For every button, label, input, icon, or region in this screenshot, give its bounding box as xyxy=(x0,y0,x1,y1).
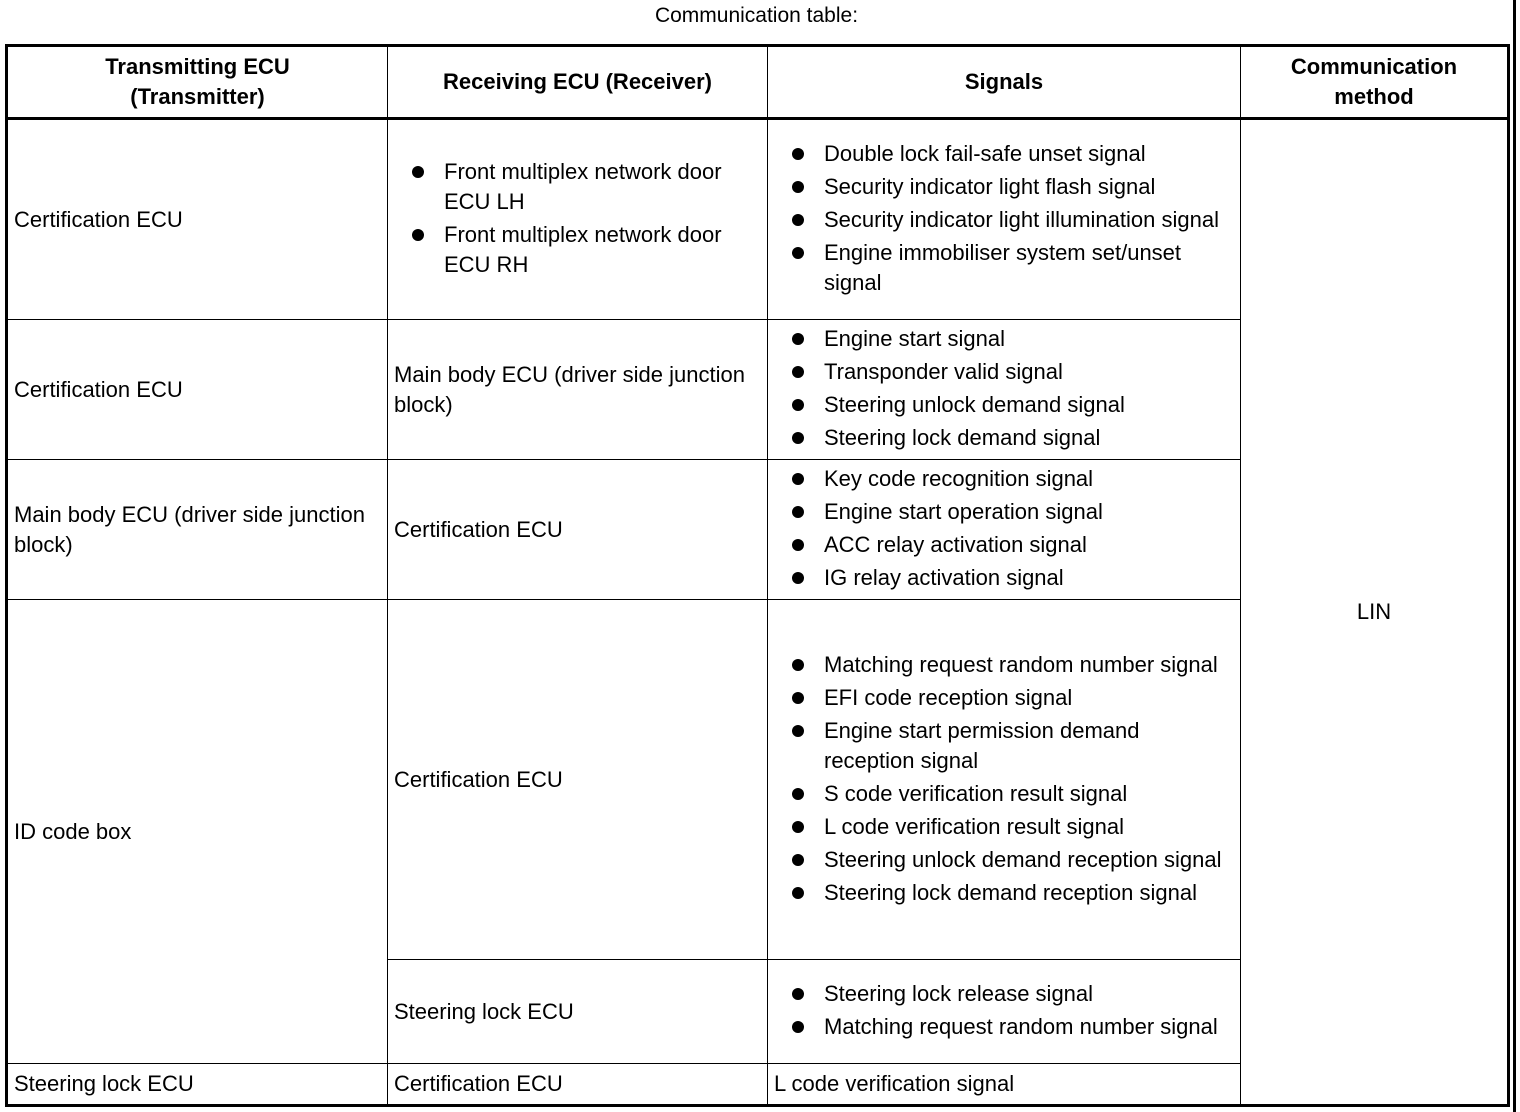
signals-cell: L code verification signal xyxy=(768,1064,1241,1106)
list-item: Steering unlock demand signal xyxy=(774,390,1234,420)
list-item: Double lock fail-safe unset signal xyxy=(774,139,1234,169)
receiver-cell xyxy=(388,119,768,320)
header-method: Communication method xyxy=(1241,46,1509,119)
signal-list xyxy=(774,464,1234,593)
table-row xyxy=(7,119,1509,320)
list-item: Transponder valid signal xyxy=(774,357,1234,387)
receiver-cell: Main body ECU (driver side junction block) xyxy=(388,320,768,460)
signals-cell xyxy=(768,119,1241,320)
communication-table xyxy=(5,44,1510,1107)
method-cell: LIN xyxy=(1241,119,1509,1106)
list-item: Security indicator light illumination signal xyxy=(774,205,1234,235)
list-item: L code verification result signal xyxy=(774,812,1234,842)
transmitter-cell: Certification ECU xyxy=(7,119,388,320)
list-item: Engine start permission demand reception signal xyxy=(774,716,1234,776)
header-receiver: Receiving ECU (Receiver) xyxy=(388,46,768,119)
list-item: Front multiplex network door ECU LH xyxy=(394,157,761,217)
transmitter-cell: Steering lock ECU xyxy=(7,1064,388,1106)
receiver-cell: Steering lock ECU xyxy=(388,960,768,1064)
signal-list xyxy=(774,139,1234,298)
transmitter-cell: ID code box xyxy=(7,600,388,1064)
list-item: Steering unlock demand reception signal xyxy=(774,845,1234,875)
list-item: IG relay activation signal xyxy=(774,563,1234,593)
signals-cell xyxy=(768,960,1241,1064)
table-caption: Communication table: xyxy=(654,4,859,27)
transmitter-cell: Certification ECU xyxy=(7,320,388,460)
list-item: S code verification result signal xyxy=(774,779,1234,809)
list-item: Engine immobiliser system set/unset signal xyxy=(774,238,1234,298)
list-item: EFI code reception signal xyxy=(774,683,1234,713)
signal-list xyxy=(774,979,1234,1042)
signal-list xyxy=(774,650,1234,908)
list-item: Steering lock demand reception signal xyxy=(774,878,1234,908)
list-item: ACC relay activation signal xyxy=(774,530,1234,560)
receiver-cell: Certification ECU xyxy=(388,460,768,600)
signals-cell xyxy=(768,600,1241,960)
receiver-cell: Certification ECU xyxy=(388,1064,768,1106)
list-item: Key code recognition signal xyxy=(774,464,1234,494)
signal-list xyxy=(774,324,1234,453)
header-transmitter: Transmitting ECU (Transmitter) xyxy=(7,46,388,119)
list-item: Matching request random number signal xyxy=(774,1012,1234,1042)
list-item: Security indicator light flash signal xyxy=(774,172,1234,202)
list-item: Steering lock demand signal xyxy=(774,423,1234,453)
signals-cell xyxy=(768,320,1241,460)
header-row xyxy=(7,46,1509,119)
list-item: Matching request random number signal xyxy=(774,650,1234,680)
list-item: Engine start operation signal xyxy=(774,497,1234,527)
transmitter-cell: Main body ECU (driver side junction block) xyxy=(7,460,388,600)
header-signals: Signals xyxy=(768,46,1241,119)
signals-cell xyxy=(768,460,1241,600)
list-item: Steering lock release signal xyxy=(774,979,1234,1009)
receiver-list xyxy=(394,157,761,280)
list-item: Front multiplex network door ECU RH xyxy=(394,220,761,280)
list-item: Engine start signal xyxy=(774,324,1234,354)
receiver-cell: Certification ECU xyxy=(388,600,768,960)
page-right-border xyxy=(1513,0,1516,1112)
